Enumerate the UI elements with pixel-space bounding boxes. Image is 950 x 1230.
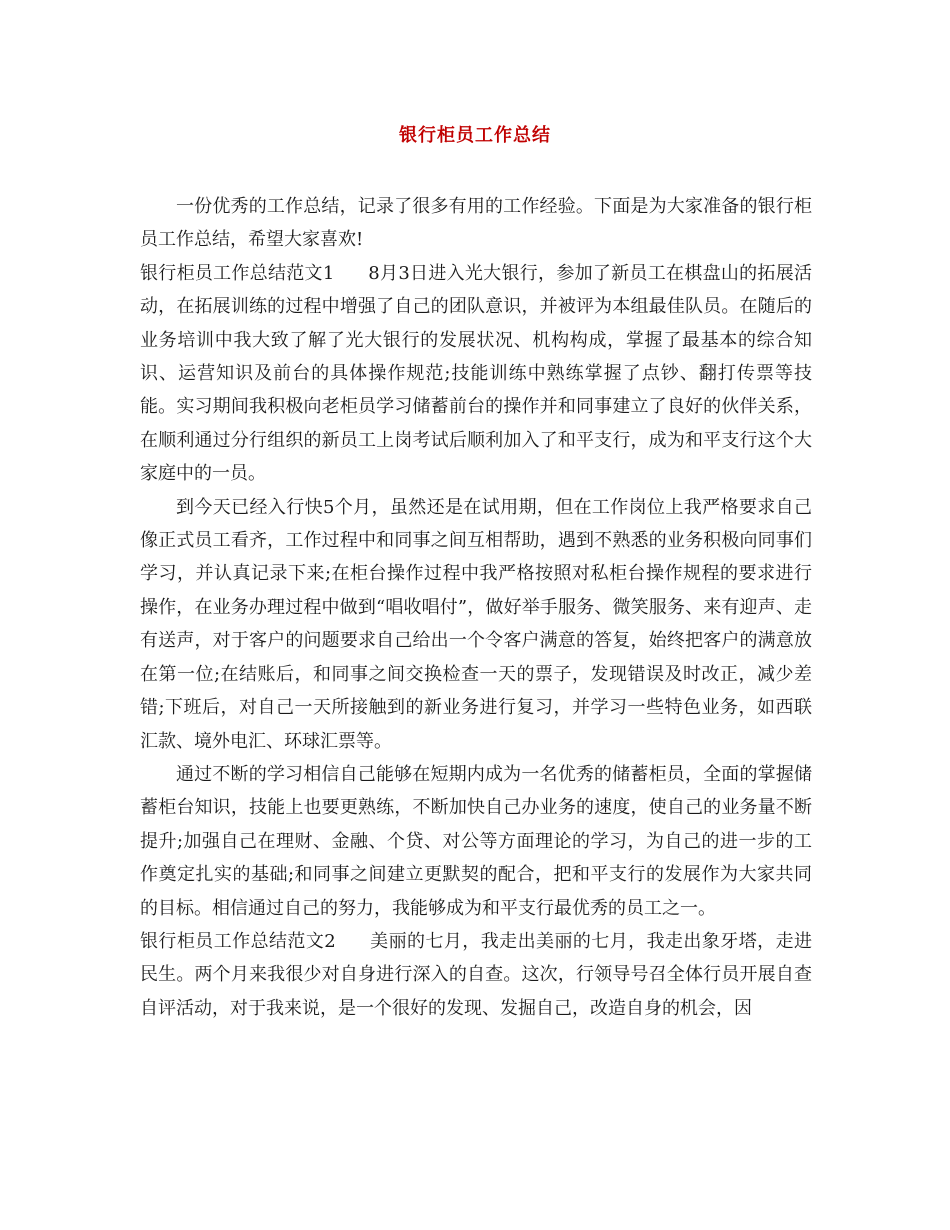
sample1-paragraph-3: 通过不断的学习相信自己能够在短期内成为一名优秀的储蓄柜员，全面的掌握储蓄柜台知识，技能上也要更熟练，不断加快自己办业务的速度，使自己的业务量不断提升;加强自己在理财、金融、个贷、对公等方面理论的学习，为自己的进一步的工作奠定扎实的基础;和同事之间建立更默契的配合，把和平支行的发展作为大家共同的目标。相信通过自己的努力，我能够成为和平支行最优秀的员工之一。	[140, 763, 812, 919]
document-body	[140, 190, 812, 1025]
document-title: 银行柜员工作总结	[399, 125, 551, 146]
sample2-paragraph	[140, 925, 812, 1025]
sample1-paragraph-2: 到今天已经入行快5个月，虽然还是在试用期，但在工作岗位上我严格要求自己像正式员工看齐，工作过程中和同事之间互相帮助，遇到不熟悉的业务积极向同事们学习，并认真记录下来;在柜台操作过程中我严格按照对私柜台操作规程的要求进行操作，在业务办理过程中做到“唱收唱付”，做好举手服务、微笑服务、来有迎声、走有送声，对于客户的问题要求自己给出一个令客户满意的答复，始终把客户的满意放在第一位;在结账后，和同事之间交换检查一天的票子，发现错误及时改正，减少差错;下班后，对自己一天所接触到的新业务进行复习，并学习一些特色业务，如西联汇款、境外电汇、环球汇票等。	[140, 496, 812, 752]
sample1-heading: 银行柜员工作总结范文1	[140, 262, 335, 284]
intro-paragraph: 一份优秀的工作总结，记录了很多有用的工作经验。下面是为大家准备的银行柜员工作总结，希望大家喜欢!	[140, 196, 812, 251]
sample1-first-text: 8月3日进入光大银行，参加了新员工在棋盘山的拓展活动，在拓展训练的过程中增强了自己的团队意识，并被评为本组最佳队员。在随后的业务培训中我大致了解了光大银行的发展状况、机构构成，掌握了最基本的综合知识、运营知识及前台的具体操作规范;技能训练中熟练掌握了点钞、翻打传票等技能。实习期间我积极向老柜员学习储蓄前台的操作并和同事建立了良好的伙伴关系，在顺利通过分行组织的新员工上岗考试后顺利加入了和平支行，成为和平支行这个大家庭中的一员。	[140, 262, 813, 485]
sample2-heading: 银行柜员工作总结范文2	[140, 930, 336, 952]
sample2-first-text: 美丽的七月，我走出美丽的七月，我走出象牙塔，走进民生。两个月来我很少对自身进行深入的自查。这次，行领导号召全体行员开展自查自评活动，对于我来说，是一个很好的发现、发掘自己，改造自身的机会，因	[140, 930, 813, 1019]
sample1-paragraph	[140, 257, 812, 491]
